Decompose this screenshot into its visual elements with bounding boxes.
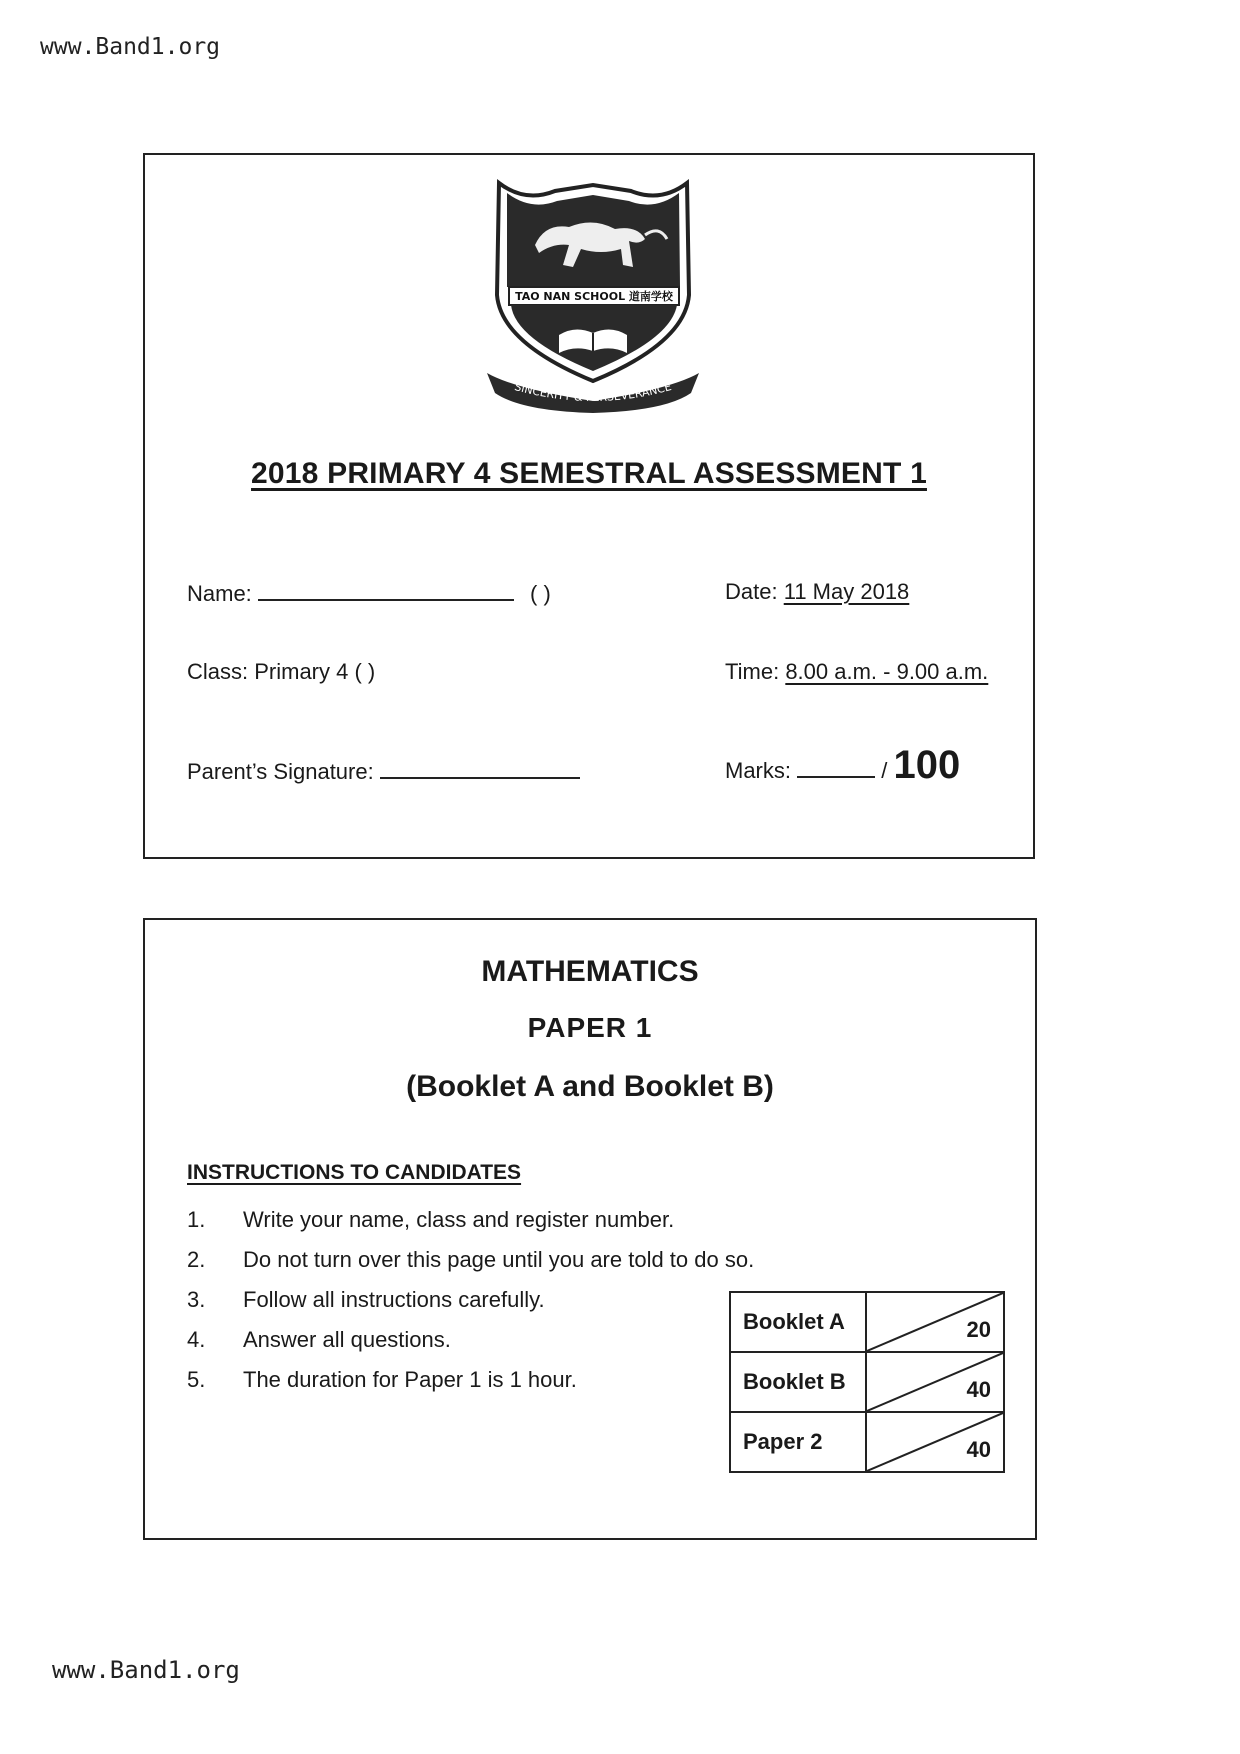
- subject-title: MATHEMATICS: [481, 955, 699, 988]
- assessment-title: 2018 PRIMARY 4 SEMESTRAL ASSESSMENT 1: [251, 457, 927, 490]
- marks-table-value-cell: [866, 1352, 1004, 1412]
- signature-label: Parent’s Signature:: [187, 759, 374, 784]
- table-row: [730, 1412, 1004, 1472]
- class-field: Class: Primary 4 ( ): [187, 659, 376, 684]
- date-label: Date:: [725, 579, 778, 604]
- marks-table-max: 40: [966, 1437, 991, 1462]
- marks-table-value-cell: [866, 1412, 1004, 1472]
- instruction-item: 2. Do not turn over this page until you are told to do so.: [187, 1247, 755, 1272]
- marks-separator: /: [881, 758, 888, 783]
- instruction-item: 4. Answer all questions.: [187, 1327, 451, 1352]
- crest-school-name: TAO NAN SCHOOL 道南学校: [515, 290, 673, 303]
- subject-box: [143, 918, 1037, 1540]
- name-blank: [258, 599, 514, 601]
- name-field: [187, 581, 551, 607]
- marks-table-label: Booklet B: [730, 1352, 866, 1412]
- marks-label: Marks:: [725, 758, 791, 783]
- marks-table-value-cell: [866, 1292, 1004, 1352]
- crest-motto: SINCERITY & PERSEVERANCE: [513, 380, 673, 405]
- marks-blank: [797, 776, 875, 778]
- table-row: [730, 1352, 1004, 1412]
- watermark-bottom: www.Band1.org: [52, 1656, 240, 1684]
- table-row: [730, 1292, 1004, 1352]
- register-number-brackets: ( ): [530, 581, 551, 606]
- date-field: [725, 579, 909, 605]
- cover-header-box: [143, 153, 1035, 859]
- date-value: 11 May 2018: [783, 579, 910, 604]
- school-crest-logo: [485, 175, 701, 413]
- instruction-item: 1. Write your name, class and register number.: [187, 1207, 675, 1232]
- marks-table: [729, 1291, 1005, 1473]
- marks-table-label: Booklet A: [730, 1292, 866, 1352]
- booklet-title: (Booklet A and Booklet B): [406, 1070, 774, 1103]
- instructions-list: [187, 1200, 754, 1400]
- marks-table-label: Paper 2: [730, 1412, 866, 1472]
- watermark-top: www.Band1.org: [40, 34, 221, 60]
- time-label: Time:: [725, 659, 780, 684]
- signature-blank: [380, 777, 580, 779]
- instruction-item: 5. The duration for Paper 1 is 1 hour.: [187, 1367, 577, 1392]
- instructions-heading: INSTRUCTIONS TO CANDIDATES: [187, 1161, 522, 1184]
- instruction-item: 3. Follow all instructions carefully.: [187, 1287, 545, 1312]
- time-field: [725, 659, 988, 685]
- marks-table-max: 40: [966, 1377, 991, 1402]
- paper-title: PAPER 1: [527, 1012, 653, 1043]
- marks-field: [725, 743, 960, 788]
- marks-table-max: 20: [966, 1317, 991, 1342]
- parent-signature-field: [187, 759, 580, 785]
- time-value: 8.00 a.m. - 9.00 a.m.: [785, 659, 989, 684]
- name-label: Name:: [187, 581, 252, 606]
- marks-total: 100: [893, 743, 961, 787]
